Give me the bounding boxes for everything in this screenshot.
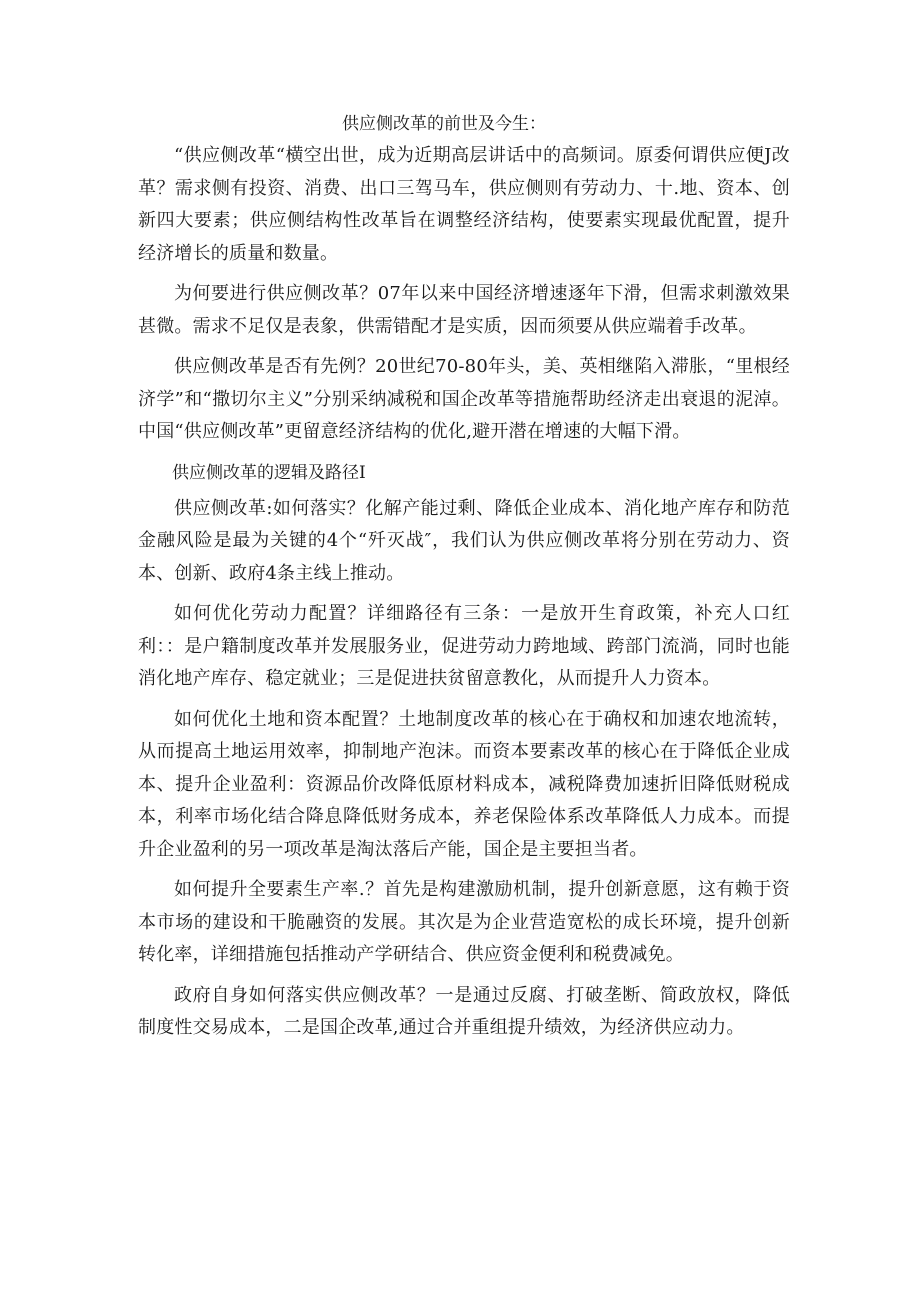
paragraph-government: 政府自身如何落实供应侧改革？一是通过反腐、打破垄断、简政放权，降低制度性交易成本，二是国企改革,通过合并重组提升绩效，为经济供应动力。	[138, 984, 790, 1038]
paragraph-land-capital: 如何优化土地和资本配置？土地制度改革的核心在于确权和加速农地流转，从而提高土地运用效率，抑制地产泡沫。而资本要素改革的核心在于降低企业成本、提升企业盈利：资源品价改降低原材料成本，减税降费加速折旧降低财税成本，利率市场化结合降息降低财务成本，养老保险体系改革降低人力成本。而提升企业盈利的另一项改革是淘汰落后产能，国企是主要担当者。	[138, 708, 790, 860]
paragraph-why-reform: 为何要进行供应侧改革？07年以来中国经济增速逐年下滑，但需求刺激效果甚微。需求不足仅是表象，供需错配才是实质，因而须要从供应端着手改革。	[138, 283, 790, 337]
paragraph-implementation: 供应侧改革:如何落实？化解产能过剩、降低企业成本、消化地产库存和防范金融风险是最为关键的4个“歼灭战″，我们认为供应侧改革将分别在劳动力、资本、创新、政府4条主线上推动。	[138, 497, 790, 584]
section-subheading: 供应侧改革的逻辑及路径I	[172, 462, 366, 483]
paragraph-intro: “供应侧改革“横空出世，成为近期高层讲话中的高频词。原委何谓供应便J改革？需求侧有投资、消费、出口三驾马车，供应侧则有劳动力、十.地、资本、创新四大要素；供应侧结构性改革旨在调整经济结构，使要素实现最优配置，提升经济增长的质量和数量。	[138, 145, 790, 264]
document-title: 供应侧改革的前世及今生：	[342, 114, 546, 134]
paragraph-labor: 如何优化劳动力配置？详细路径有三条：一是放开生育政策，补充人口红利：：是户籍制度改革并发展服务业，促进劳动力跨地域、跨部门流淌，同时也能消化地产库存、稳定就业；三是促进扶贫留意教化，从而提升人力资本。	[138, 603, 790, 689]
paragraph-precedent: 供应侧改革是否有先例？20世纪70-80年头，美、英相继陷入滞胀，“里根经济学”和“撒切尔主义”分别采纳减税和国企改革等措施帮助经济走出衰退的泥淖。中国“供应侧改革”更留意经济结构的优化,避开潜在增速的大幅下滑。	[138, 356, 790, 442]
document-page	[138, 108, 790, 1053]
paragraph-productivity: 如何提升全要素生产率.？首先是构建激励机制，提升创新意愿，这有赖于资本市场的建设和干脆融资的发展。其次是为企业营造宽松的成长环境，提升创新转化率，详细措施包括推动产学研结合、供应资金便利和税费减免。	[138, 879, 790, 965]
